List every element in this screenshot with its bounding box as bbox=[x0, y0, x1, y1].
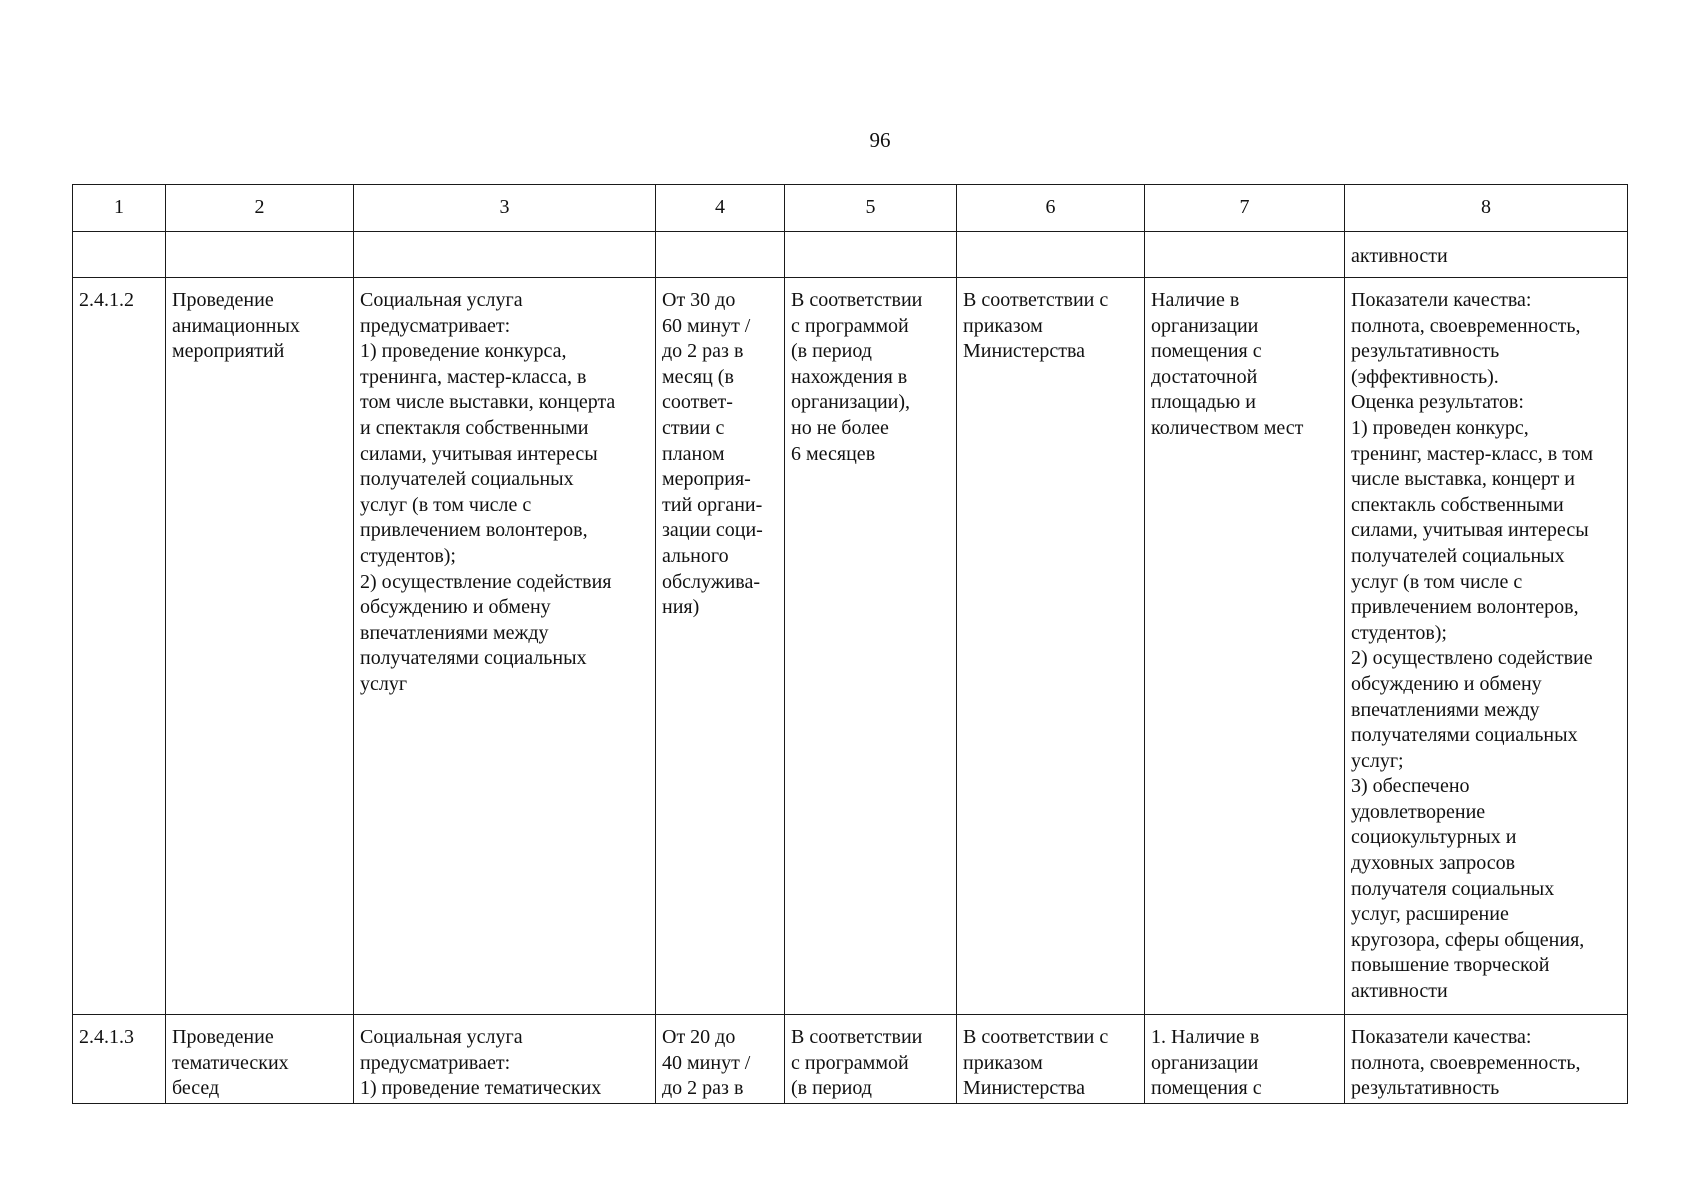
column-header: 4 bbox=[656, 185, 785, 232]
column-header: 3 bbox=[354, 185, 656, 232]
table-cell: активности bbox=[1345, 232, 1628, 278]
service-duration-cell: От 20 до 40 минут / до 2 раз в bbox=[656, 1015, 785, 1104]
table-cell bbox=[785, 232, 957, 278]
column-header: 8 bbox=[1345, 185, 1628, 232]
service-code-cell: 2.4.1.3 bbox=[73, 1015, 166, 1104]
table-cell bbox=[354, 232, 656, 278]
service-name-cell: Проведение тематических бесед bbox=[166, 1015, 354, 1104]
table-header-row bbox=[73, 185, 1628, 232]
service-description-cell: Социальная услуга предусматривает: 1) проведение конкурса, тренинга, мастер-класса, в том числе выставки, концерта и спектакля собственными силами, учитывая интересы получателей социальных услуг (в том числе с привлечением волонтеров, студентов); 2) осуществление содействия обсуждению и обмену впечатлениями между получателями социальных услуг bbox=[354, 278, 656, 1015]
service-code-cell: 2.4.1.2 bbox=[73, 278, 166, 1015]
table-cell bbox=[166, 232, 354, 278]
services-table bbox=[72, 184, 1628, 1104]
service-description-cell: Социальная услуга предусматривает: 1) проведение тематических bbox=[354, 1015, 656, 1104]
column-header: 5 bbox=[785, 185, 957, 232]
table-cell bbox=[73, 232, 166, 278]
table-row-continuation bbox=[73, 232, 1628, 278]
table-cell bbox=[1145, 232, 1345, 278]
column-header: 6 bbox=[957, 185, 1145, 232]
table-row bbox=[73, 278, 1628, 1015]
service-duration-cell: От 30 до 60 минут / до 2 раз в месяц (в соответ- ствии с планом мероприя- тий органи- зации соци- ального обслужива- ния) bbox=[656, 278, 785, 1015]
service-term-cell: В соответствии с программой (в период нахождения в организации), но не более 6 месяцев bbox=[785, 278, 957, 1015]
column-header: 7 bbox=[1145, 185, 1345, 232]
service-tariff-cell: В соответствии с приказом Министерства bbox=[957, 1015, 1145, 1104]
service-term-cell: В соответствии с программой (в период bbox=[785, 1015, 957, 1104]
page-number: 96 bbox=[869, 128, 891, 152]
table-cell bbox=[656, 232, 785, 278]
column-header: 1 bbox=[73, 185, 166, 232]
service-quality-cell: Показатели качества: полнота, своевременность, результативность (эффективность). Оценка результатов: 1) проведен конкурс, тренинг, мастер-класс, в том числе выставка, концерт и спектакль собственными силами, учитывая интересы получателей социальных услуг (в том числе с привлечением волонтеров, студентов); 2) осуществлено содействие обсуждению и обмену впечатлениями между получателями социальных услуг; 3) обеспечено удовлетворение социокультурных и духовных запросов получателя социальных услуг, расширение кругозора, сферы общения, повышение творческой активности bbox=[1345, 278, 1628, 1015]
service-name-cell: Проведение анимационных мероприятий bbox=[166, 278, 354, 1015]
service-conditions-cell: Наличие в организации помещения с достаточной площадью и количеством мест bbox=[1145, 278, 1345, 1015]
service-conditions-cell: 1. Наличие в организации помещения с bbox=[1145, 1015, 1345, 1104]
column-header: 2 bbox=[166, 185, 354, 232]
table-cell bbox=[957, 232, 1145, 278]
service-quality-cell: Показатели качества: полнота, своевременность, результативность bbox=[1345, 1015, 1628, 1104]
service-tariff-cell: В соответствии с приказом Министерства bbox=[957, 278, 1145, 1015]
table-row bbox=[73, 1015, 1628, 1104]
